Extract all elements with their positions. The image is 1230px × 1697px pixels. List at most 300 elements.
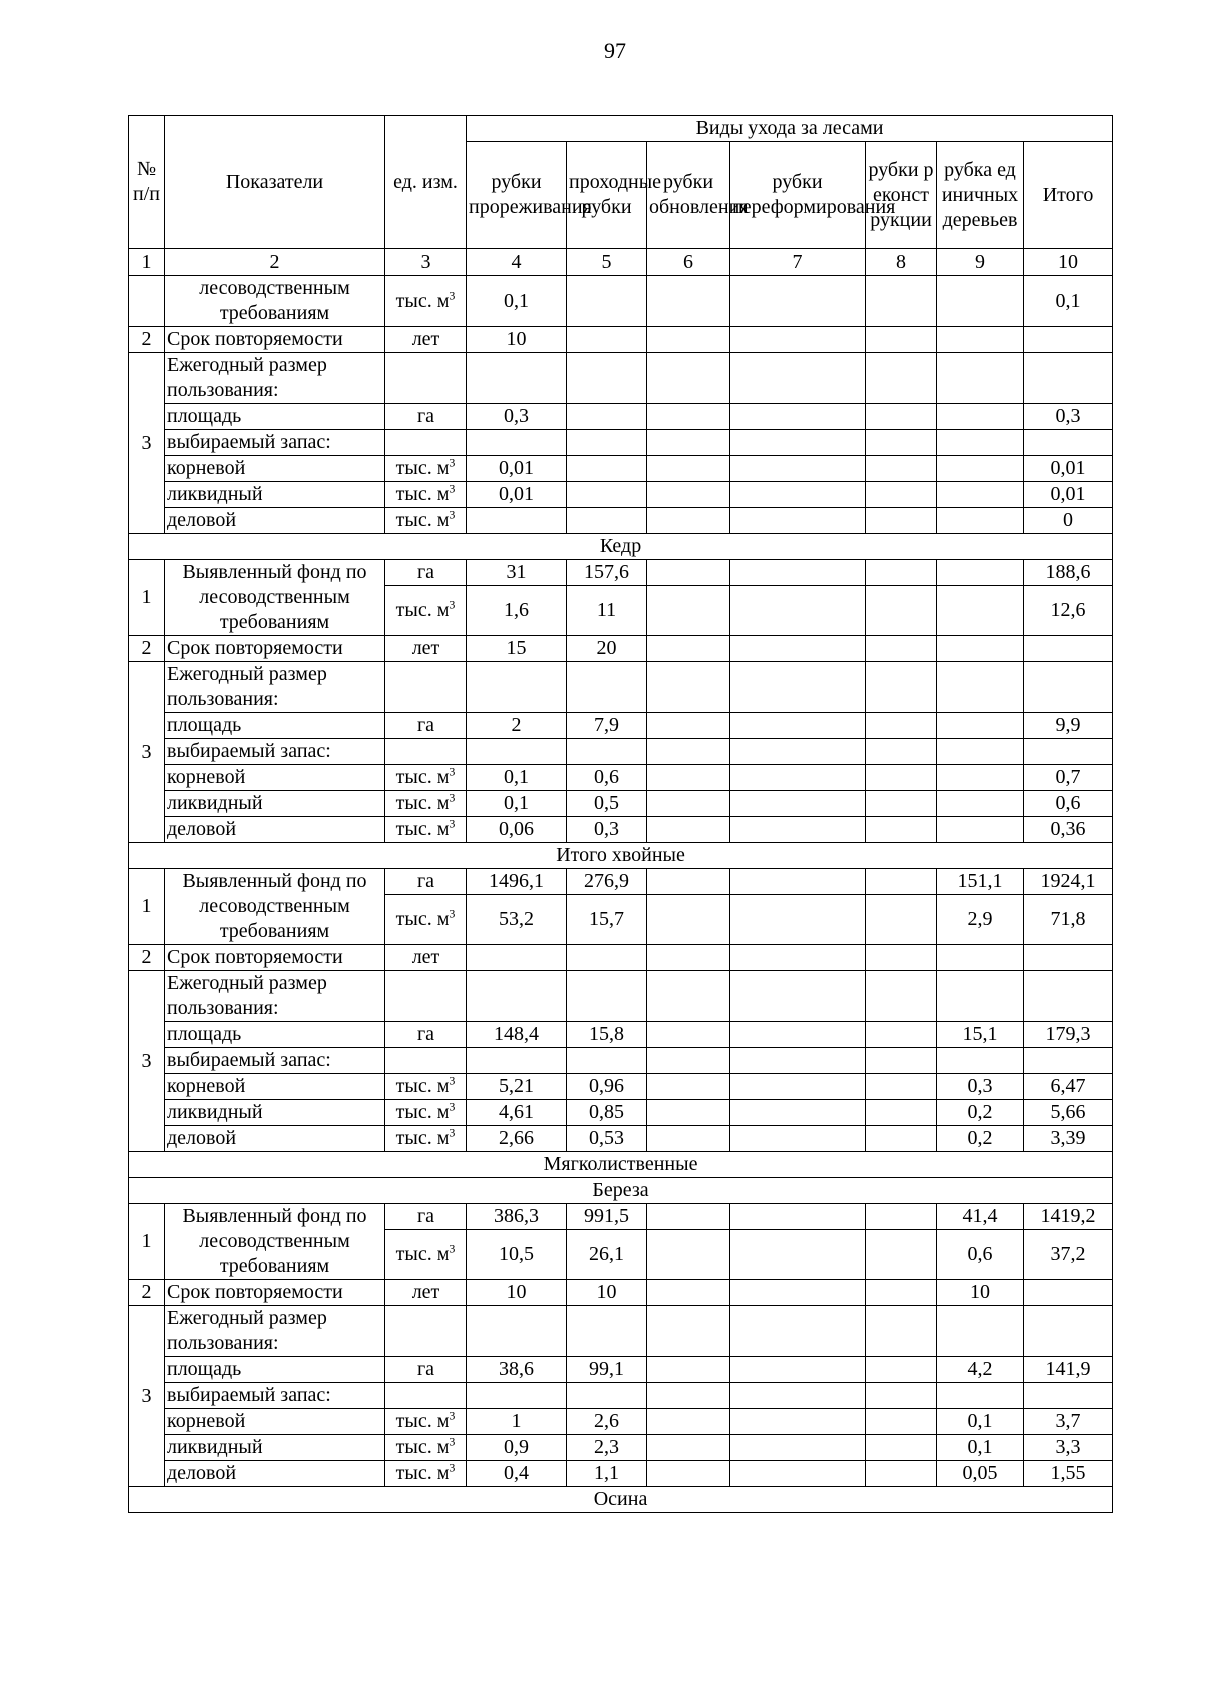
page-number: 97 — [604, 38, 626, 63]
value-cell: 0,85 — [567, 1100, 647, 1126]
unit-text: тыс. м — [395, 1127, 450, 1149]
value-cell — [730, 1048, 866, 1074]
value-cell — [467, 508, 567, 534]
unit-cell: га — [385, 1022, 467, 1048]
value-cell — [730, 1435, 866, 1461]
value-cell — [937, 560, 1024, 586]
value-cell: 1,1 — [567, 1461, 647, 1487]
indicator-business: деловой — [165, 508, 385, 534]
indicator-liquid: ликвидный — [165, 482, 385, 508]
value-cell: 0,9 — [467, 1435, 567, 1461]
indicator-annual: Ежегодный размер пользования: — [165, 971, 385, 1022]
value-cell — [730, 1409, 866, 1435]
value-cell — [647, 456, 730, 482]
value-cell — [730, 1204, 866, 1230]
value-cell — [1024, 430, 1113, 456]
value-cell: 41,4 — [937, 1204, 1024, 1230]
indicator-liquid: ликвидный — [165, 791, 385, 817]
indicator-stock: выбираемый запас: — [165, 1383, 385, 1409]
indicator-root: корневой — [165, 765, 385, 791]
value-cell — [1024, 662, 1113, 713]
row-number: 1 — [129, 1204, 165, 1280]
value-cell — [730, 739, 866, 765]
value-cell: 2,3 — [567, 1435, 647, 1461]
unit-superscript: 3 — [449, 1125, 456, 1140]
header-unit: ед. изм. — [385, 116, 467, 249]
value-cell: 0,1 — [467, 791, 567, 817]
value-cell: 31 — [467, 560, 567, 586]
value-cell — [730, 482, 866, 508]
root-row — [129, 765, 1113, 791]
value-cell — [730, 1357, 866, 1383]
unit-cell: лет — [385, 945, 467, 971]
unit-cell: лет — [385, 1280, 467, 1306]
indicator-text: лесоводственным — [199, 586, 350, 608]
indicator-root: корневой — [165, 456, 385, 482]
colnum-6: 6 — [647, 249, 730, 276]
value-cell — [467, 1048, 567, 1074]
value-cell — [730, 791, 866, 817]
unit-cell — [385, 791, 467, 817]
value-cell — [567, 1306, 647, 1357]
unit-cell — [385, 1100, 467, 1126]
value-cell: 15,7 — [567, 895, 647, 945]
value-cell: 0,3 — [937, 1074, 1024, 1100]
indicator-annual: Ежегодный размер пользования: — [165, 353, 385, 404]
value-cell — [730, 1074, 866, 1100]
value-cell — [467, 353, 567, 404]
value-cell — [647, 430, 730, 456]
indicator-text: лесоводственным — [199, 1230, 350, 1252]
value-cell: 53,2 — [467, 895, 567, 945]
value-cell — [647, 945, 730, 971]
value-cell — [866, 817, 937, 843]
value-cell — [866, 971, 937, 1022]
business-row — [129, 1126, 1113, 1152]
liquid-row — [129, 1435, 1113, 1461]
value-cell: 188,6 — [1024, 560, 1113, 586]
value-cell — [647, 636, 730, 662]
unit-superscript: 3 — [449, 1241, 456, 1256]
value-cell: 2,6 — [567, 1409, 647, 1435]
value-cell — [647, 1230, 730, 1280]
value-cell: 10 — [937, 1280, 1024, 1306]
value-cell: 4,2 — [937, 1357, 1024, 1383]
indicator-fund-label — [165, 560, 385, 636]
value-cell — [567, 482, 647, 508]
value-cell — [866, 430, 937, 456]
indicator-period: Срок повторяемости — [165, 327, 385, 353]
indicator-fund-label — [165, 1204, 385, 1280]
value-cell — [567, 327, 647, 353]
unit-cell — [385, 1461, 467, 1487]
indicator-text: лесоводственным — [199, 277, 350, 299]
value-cell — [730, 1022, 866, 1048]
indicator-text: Выявленный фонд по — [182, 561, 367, 583]
value-cell — [937, 791, 1024, 817]
value-cell — [866, 1048, 937, 1074]
unit-text: тыс. м — [395, 908, 450, 931]
value-cell — [730, 869, 866, 895]
colnum-8: 8 — [866, 249, 937, 276]
value-cell: 0,01 — [467, 456, 567, 482]
value-cell: 6,47 — [1024, 1074, 1113, 1100]
value-cell: 9,9 — [1024, 713, 1113, 739]
unit-cell — [385, 1383, 467, 1409]
value-cell: 0,1 — [1024, 276, 1113, 327]
unit-cell — [385, 1409, 467, 1435]
value-cell — [567, 662, 647, 713]
value-cell — [647, 1306, 730, 1357]
value-cell — [866, 327, 937, 353]
value-cell — [730, 430, 866, 456]
value-cell: 179,3 — [1024, 1022, 1113, 1048]
indicator-text: требованиям — [219, 920, 330, 942]
root-row — [129, 1409, 1113, 1435]
business-row — [129, 508, 1113, 534]
row-number: 2 — [129, 636, 165, 662]
value-cell: 20 — [567, 636, 647, 662]
value-cell — [730, 1306, 866, 1357]
value-cell — [866, 739, 937, 765]
indicator-annual: Ежегодный размер пользования: — [165, 1306, 385, 1357]
value-cell — [647, 404, 730, 430]
value-cell — [567, 945, 647, 971]
value-cell — [937, 1048, 1024, 1074]
value-cell — [866, 765, 937, 791]
value-cell — [937, 765, 1024, 791]
column-number-row — [129, 249, 1113, 276]
area-row — [129, 713, 1113, 739]
value-cell — [866, 1022, 937, 1048]
value-cell — [730, 765, 866, 791]
root-row — [129, 456, 1113, 482]
indicator-business: деловой — [165, 817, 385, 843]
unit-superscript: 3 — [449, 764, 456, 779]
value-cell: 1 — [467, 1409, 567, 1435]
liquid-row — [129, 791, 1113, 817]
unit-text: тыс. м — [395, 818, 450, 840]
value-cell — [1024, 1306, 1113, 1357]
value-cell — [866, 586, 937, 636]
unit-text: тыс. м — [395, 509, 450, 531]
unit-text: тыс. м — [395, 483, 450, 505]
value-cell — [1024, 1048, 1113, 1074]
value-cell — [730, 1126, 866, 1152]
colnum-1: 1 — [129, 249, 165, 276]
value-cell — [730, 586, 866, 636]
value-cell — [866, 404, 937, 430]
colnum-5: 5 — [567, 249, 647, 276]
unit-text: тыс. м — [395, 1243, 450, 1266]
indicator-root: корневой — [165, 1409, 385, 1435]
value-cell: 0,3 — [567, 817, 647, 843]
value-cell — [647, 869, 730, 895]
value-cell — [1024, 945, 1113, 971]
value-cell: 141,9 — [1024, 1357, 1113, 1383]
value-cell: 10 — [467, 327, 567, 353]
value-cell — [567, 508, 647, 534]
unit-text: тыс. м — [395, 289, 450, 312]
value-cell — [866, 1409, 937, 1435]
header-col-5: проходные рубки — [567, 142, 647, 249]
value-cell — [467, 1306, 567, 1357]
value-cell — [1024, 1280, 1113, 1306]
indicator-period: Срок повторяемости — [165, 1280, 385, 1306]
value-cell — [937, 945, 1024, 971]
annual-row — [129, 353, 1113, 404]
unit-text: тыс. м — [395, 1101, 450, 1123]
value-cell — [866, 353, 937, 404]
value-cell — [567, 430, 647, 456]
row-number — [129, 276, 165, 327]
value-cell — [937, 430, 1024, 456]
header-num: № п/п — [129, 116, 165, 249]
row-number: 3 — [129, 971, 165, 1152]
row-number: 1 — [129, 560, 165, 636]
value-cell: 7,9 — [567, 713, 647, 739]
value-cell — [937, 1306, 1024, 1357]
value-cell — [937, 1383, 1024, 1409]
value-cell — [1024, 636, 1113, 662]
value-cell: 38,6 — [467, 1357, 567, 1383]
value-cell: 0 — [1024, 508, 1113, 534]
indicator-text: лесоводственным — [199, 895, 350, 917]
value-cell — [567, 971, 647, 1022]
value-cell — [467, 971, 567, 1022]
value-cell — [730, 713, 866, 739]
value-cell — [647, 895, 730, 945]
annual-row — [129, 1306, 1113, 1357]
value-cell: 4,61 — [467, 1100, 567, 1126]
indicator-liquid: ликвидный — [165, 1100, 385, 1126]
unit-superscript: 3 — [449, 1099, 456, 1114]
value-cell — [937, 971, 1024, 1022]
unit-cell — [385, 739, 467, 765]
row-number: 3 — [129, 1306, 165, 1487]
value-cell — [647, 482, 730, 508]
value-cell — [866, 1074, 937, 1100]
value-cell — [1024, 327, 1113, 353]
value-cell — [866, 482, 937, 508]
value-cell — [866, 508, 937, 534]
value-cell — [937, 456, 1024, 482]
section-title-conifers-total: Итого хвойные — [129, 843, 1113, 869]
value-cell: 148,4 — [467, 1022, 567, 1048]
value-cell — [866, 636, 937, 662]
value-cell — [866, 895, 937, 945]
unit-superscript: 3 — [449, 906, 456, 921]
unit-superscript: 3 — [449, 455, 456, 470]
indicator-stock: выбираемый запас: — [165, 739, 385, 765]
value-cell — [937, 636, 1024, 662]
indicator-liquid: ликвидный — [165, 1435, 385, 1461]
value-cell: 3,3 — [1024, 1435, 1113, 1461]
value-cell — [1024, 739, 1113, 765]
unit-cell: га — [385, 1357, 467, 1383]
value-cell: 0,01 — [1024, 482, 1113, 508]
value-cell — [567, 1383, 647, 1409]
section-row — [129, 1152, 1113, 1178]
unit-text: тыс. м — [395, 457, 450, 479]
value-cell: 1419,2 — [1024, 1204, 1113, 1230]
indicator-business: деловой — [165, 1461, 385, 1487]
unit-text: тыс. м — [395, 599, 450, 622]
value-cell: 10,5 — [467, 1230, 567, 1280]
value-cell — [937, 817, 1024, 843]
area-row — [129, 1022, 1113, 1048]
value-cell: 0,05 — [937, 1461, 1024, 1487]
unit-cell: га — [385, 404, 467, 430]
value-cell — [567, 404, 647, 430]
value-cell: 15,1 — [937, 1022, 1024, 1048]
value-cell — [730, 560, 866, 586]
value-cell — [937, 586, 1024, 636]
value-cell: 12,6 — [1024, 586, 1113, 636]
value-cell: 157,6 — [567, 560, 647, 586]
value-cell — [730, 945, 866, 971]
unit-superscript: 3 — [449, 507, 456, 522]
unit-cell: га — [385, 560, 467, 586]
value-cell: 3,7 — [1024, 1409, 1113, 1435]
indicator-text: требованиям — [219, 1255, 330, 1277]
value-cell: 1,6 — [467, 586, 567, 636]
liquid-row — [129, 482, 1113, 508]
value-cell — [647, 1100, 730, 1126]
value-cell — [937, 327, 1024, 353]
unit-cell — [385, 508, 467, 534]
value-cell — [730, 1100, 866, 1126]
value-cell — [647, 276, 730, 327]
value-cell — [866, 1435, 937, 1461]
value-cell — [937, 353, 1024, 404]
value-cell — [866, 560, 937, 586]
value-cell: 386,3 — [467, 1204, 567, 1230]
colnum-10: 10 — [1024, 249, 1113, 276]
unit-superscript: 3 — [449, 597, 456, 612]
value-cell: 2,9 — [937, 895, 1024, 945]
unit-text: тыс. м — [395, 1462, 450, 1484]
value-cell: 0,5 — [567, 791, 647, 817]
value-cell — [730, 327, 866, 353]
value-cell — [567, 353, 647, 404]
value-cell — [866, 945, 937, 971]
value-cell — [647, 353, 730, 404]
value-cell — [866, 1383, 937, 1409]
value-cell — [647, 1280, 730, 1306]
indicator-business: деловой — [165, 1126, 385, 1152]
value-cell — [730, 636, 866, 662]
unit-cell: га — [385, 1204, 467, 1230]
unit-cell: лет — [385, 327, 467, 353]
value-cell — [647, 971, 730, 1022]
unit-superscript: 3 — [449, 1408, 456, 1423]
section-row — [129, 843, 1113, 869]
unit-text: тыс. м — [395, 766, 450, 788]
value-cell — [730, 1230, 866, 1280]
value-cell — [866, 869, 937, 895]
value-cell — [866, 456, 937, 482]
value-cell — [1024, 971, 1113, 1022]
stock-row — [129, 739, 1113, 765]
section-row — [129, 1487, 1113, 1513]
indicator-fund-label — [165, 869, 385, 945]
indicator-stock: выбираемый запас: — [165, 1048, 385, 1074]
value-cell — [937, 739, 1024, 765]
fund-area-row — [129, 869, 1113, 895]
value-cell — [866, 1126, 937, 1152]
value-cell: 15 — [467, 636, 567, 662]
area-row — [129, 1357, 1113, 1383]
forest-care-table — [128, 115, 1113, 1513]
stock-row — [129, 1048, 1113, 1074]
value-cell: 5,66 — [1024, 1100, 1113, 1126]
value-cell: 1,55 — [1024, 1461, 1113, 1487]
indicator-text: Выявленный фонд по — [182, 1205, 367, 1227]
value-cell: 1924,1 — [1024, 869, 1113, 895]
header-group: Виды ухода за лесами — [467, 116, 1113, 142]
value-cell — [730, 1280, 866, 1306]
value-cell — [647, 713, 730, 739]
business-row — [129, 1461, 1113, 1487]
colnum-9: 9 — [937, 249, 1024, 276]
value-cell — [647, 1126, 730, 1152]
value-cell: 0,6 — [937, 1230, 1024, 1280]
value-cell: 26,1 — [567, 1230, 647, 1280]
value-cell: 10 — [567, 1280, 647, 1306]
value-cell — [866, 1280, 937, 1306]
value-cell — [567, 456, 647, 482]
value-cell — [730, 895, 866, 945]
fund-area-row — [129, 1204, 1113, 1230]
value-cell: 0,06 — [467, 817, 567, 843]
row-number: 3 — [129, 662, 165, 843]
value-cell: 99,1 — [567, 1357, 647, 1383]
unit-text: тыс. м — [395, 1410, 450, 1432]
value-cell — [467, 945, 567, 971]
row-number: 3 — [129, 353, 165, 534]
business-row — [129, 817, 1113, 843]
value-cell — [647, 586, 730, 636]
section-title-kedr: Кедр — [129, 534, 1113, 560]
unit-superscript: 3 — [449, 287, 456, 302]
value-cell — [647, 508, 730, 534]
unit-cell — [385, 1074, 467, 1100]
unit-cell — [385, 456, 467, 482]
indicator-fund-label — [165, 276, 385, 327]
value-cell — [567, 1048, 647, 1074]
section-row — [129, 534, 1113, 560]
value-cell — [937, 276, 1024, 327]
indicator-period: Срок повторяемости — [165, 945, 385, 971]
value-cell: 0,2 — [937, 1126, 1024, 1152]
value-cell: 0,01 — [1024, 456, 1113, 482]
value-cell — [937, 713, 1024, 739]
value-cell: 37,2 — [1024, 1230, 1113, 1280]
value-cell: 71,8 — [1024, 895, 1113, 945]
unit-cell — [385, 662, 467, 713]
value-cell: 151,1 — [937, 869, 1024, 895]
value-cell: 0,01 — [467, 482, 567, 508]
value-cell — [937, 508, 1024, 534]
liquid-row — [129, 1100, 1113, 1126]
value-cell — [647, 1357, 730, 1383]
value-cell — [866, 662, 937, 713]
value-cell — [647, 327, 730, 353]
value-cell — [866, 713, 937, 739]
unit-text: тыс. м — [395, 1436, 450, 1458]
value-cell — [567, 739, 647, 765]
